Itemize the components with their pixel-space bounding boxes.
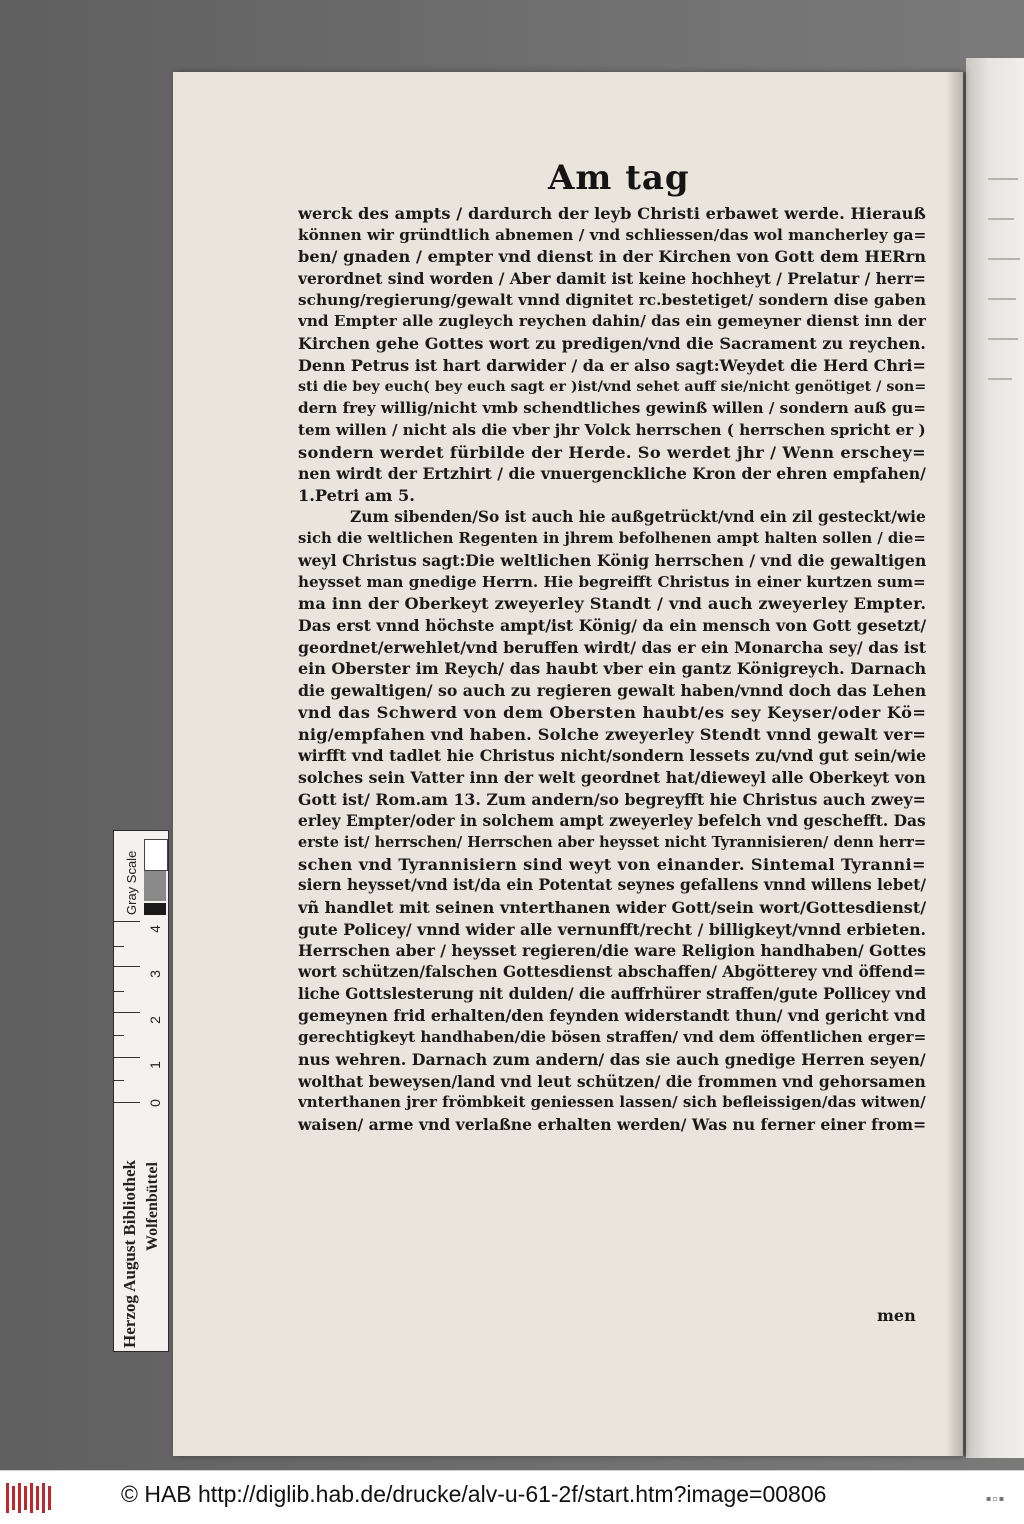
text-line: die gewaltigen/ so auch zu regieren gewalt haben/vnnd doch das Lehen xyxy=(298,681,926,701)
text-line: waisen/ arme vnd verlaßne erhalten werden/ Was nu ferner einer from= xyxy=(298,1114,926,1134)
ruler-tick xyxy=(114,1012,140,1013)
text-line: geordnet/erwehlet/vnd beruffen wirdt/ das er ein Monarcha sey/ das ist xyxy=(298,637,926,657)
text-line: wort schützen/falschen Gottesdienst abschaffen/ Abgötterey vnd öffend= xyxy=(298,963,926,982)
ruler-number: 3 xyxy=(146,970,163,978)
footer-copyright-link[interactable]: © HAB http://diglib.hab.de/drucke/alv-u-61-2f/start.htm?image=00806 xyxy=(121,1481,827,1507)
ruler-number: 1 xyxy=(146,1061,163,1069)
text-line: vnterthanen jrer frömbkeit geniessen lassen/ sich befleissigen/das witwen/ xyxy=(298,1093,926,1112)
text-line: liche Gottslesterung nit dulden/ die auffrhürer straffen/gute Pollicey vnd xyxy=(298,984,926,1003)
text-line: Zum sibenden/So ist auch hie außgetrückt/vnd ein zil gesteckt/wie xyxy=(350,507,926,526)
text-line: schung/regierung/gewalt vnnd dignitet rc.bestetiget/ sondern dise gaben xyxy=(298,290,926,309)
text-line: ma inn der Oberkeyt zweyerley Standt / vnd auch zweyerley Empter. xyxy=(298,594,926,614)
hab-logo-bar xyxy=(48,1486,51,1510)
gray-scale-label: Gray Scale xyxy=(124,850,139,915)
text-line: solches sein Vatter inn der welt geordnet hat/dieweyl alle Oberkeyt von xyxy=(298,767,926,787)
text-line: Kirchen gehe Gottes wort zu predigen/vnd die Sacrament zu reychen. xyxy=(298,334,926,354)
institution-name: Herzog August Bibliothek xyxy=(120,1160,139,1348)
hab-logo-bar xyxy=(18,1483,21,1513)
ruler-tick xyxy=(114,946,124,947)
ruler-tick xyxy=(114,991,124,992)
hab-logo-bar xyxy=(36,1486,39,1510)
facing-page-text-trace xyxy=(988,258,1020,260)
text-line: ben/ gnaden / empter vnd dienst in der Kirchen von Gott dem HERrn xyxy=(298,247,926,267)
text-line: können wir gründtlich abnemen / vnd schliessen/das wol mancherley ga= xyxy=(298,225,926,244)
text-line: gerechtigkeyt handhaben/die bösen straffen/ vnd dem öffentlichen erger= xyxy=(298,1028,926,1047)
ruler-tick xyxy=(114,1102,140,1103)
gray-patch-mid xyxy=(144,871,166,901)
footer-bar xyxy=(0,1470,1024,1524)
text-line: gemeynen frid erhalten/den feynden widerstandt thun/ vnd gericht vnd xyxy=(298,1006,926,1026)
hab-logo-bar xyxy=(24,1486,27,1510)
ruler-tick xyxy=(114,966,140,967)
text-line: vnd Empter alle zugleych reychen dahin/ das ein gemeyner dienst inn der xyxy=(298,312,926,331)
text-line: Das erst vnnd höchste ampt/ist König/ da ein mensch von Gott gesetzt/ xyxy=(298,616,926,636)
text-line: schen vnd Tyrannisiern sind weyt von einander. Sintemal Tyranni= xyxy=(298,854,926,874)
facing-page-text-trace xyxy=(988,378,1012,380)
facing-page-text-trace xyxy=(988,298,1016,300)
gray-patch-black xyxy=(144,903,166,915)
text-line: nus wehren. Darnach zum andern/ das sie auch gnedige Herren seyen/ xyxy=(298,1049,926,1069)
text-line: Gott ist/ Rom.am 13. Zum andern/so begreyfft hie Christus auch zwey= xyxy=(298,789,926,809)
text-line: erste ist/ herrschen/ Herrschen aber heysset nicht Tyrannisieren/ denn herr= xyxy=(298,833,926,851)
text-line: vñ handlet mit seinen vnterthanen wider Gott/sein wort/Gottesdienst/ xyxy=(298,898,926,917)
text-line: Denn Petrus ist hart darwider / da er also sagt:Weydet die Herd Chri= xyxy=(298,355,926,375)
text-line: wolthat beweysen/land vnd leut schützen/ die frommen vnd gehorsamen xyxy=(298,1071,926,1091)
text-line: ein Oberster im Reych/ das haubt vber ein gantz Königreych. Darnach xyxy=(298,659,926,679)
text-line: weyl Christus sagt:Die weltlichen König herrschen / vnd die gewaltigen xyxy=(298,551,926,570)
ruler-tick xyxy=(114,1035,124,1036)
text-line: sti die bey euch( bey euch sagt er )ist/vnd sehet auff sie/nicht genötiget / son= xyxy=(298,378,926,395)
gray-patch-white xyxy=(144,839,168,871)
running-head: Am tag xyxy=(548,158,690,198)
text-line: sich die weltlichen Regenten in jhrem befolhenen ampt halten sollen / die= xyxy=(298,530,926,548)
catchword: men xyxy=(877,1306,916,1325)
facing-page-text-trace xyxy=(988,338,1018,340)
hab-logo-icon xyxy=(6,1483,52,1513)
text-line: werck des ampts / dardurch der leyb Christi erbawet werde. Hierauß xyxy=(298,204,926,223)
text-line: nen wirdt der Ertzhirt / die vnuergenckliche Kron der ehren empfahen/ xyxy=(298,464,926,484)
ruler-tick xyxy=(114,1080,124,1081)
gray-scale-ruler xyxy=(113,830,169,1352)
gutter-shadow xyxy=(946,72,966,1456)
text-line: gute Policey/ vnnd wider alle vernunfft/recht / billigkeyt/vnnd erbieten. xyxy=(298,919,926,939)
hab-logo-bar xyxy=(30,1483,33,1513)
text-line: verordnet sind worden / Aber damit ist keine hochheyt / Prelatur / herr= xyxy=(298,269,926,289)
institution-city: Wolfenbüttel xyxy=(144,1162,161,1251)
hab-logo-bar xyxy=(42,1483,45,1513)
ruler-tick xyxy=(114,921,140,922)
ruler-tick xyxy=(114,1057,140,1058)
footer-dots-icon: ▪▫▪ xyxy=(986,1494,1006,1503)
hab-logo-bar xyxy=(6,1483,9,1513)
ruler-number: 4 xyxy=(146,925,163,933)
text-line: dern frey willig/nicht vmb schendtliches gewinß willen / sondern auß gu= xyxy=(298,399,926,418)
page-body-text xyxy=(298,203,926,1136)
text-line: Herrschen aber / heysset regieren/die ware Religion handhaben/ Gottes xyxy=(298,941,926,961)
text-line: 1.Petri am 5. xyxy=(298,485,415,505)
text-line: sondern werdet fürbilde der Herde. So werdet jhr / Wenn erschey= xyxy=(298,442,926,462)
text-line: siern heysset/vnd ist/da ein Potentat seynes gefallens vnnd willens lebet/ xyxy=(298,876,926,895)
text-line: heysset man gnedige Herrn. Hie begreifft Christus in einer kurtzen sum= xyxy=(298,572,926,591)
facing-page-text-trace xyxy=(988,218,1014,220)
ruler-number: 0 xyxy=(146,1099,163,1107)
text-line: erley Empter/oder in solchem ampt zweyerley befelch vnd geschefft. Das xyxy=(298,811,926,831)
text-line: nig/empfahen vnd haben. Solche zweyerley Stendt vnnd gewalt ver= xyxy=(298,724,926,744)
facing-page-text-trace xyxy=(988,178,1018,180)
text-line: vnd das Schwerd von dem Obersten haubt/es sey Keyser/oder Kö= xyxy=(298,702,926,722)
hab-logo-bar xyxy=(12,1486,15,1510)
facing-page-edge xyxy=(966,58,1024,1458)
text-line: wirfft vnd tadlet hie Christus nicht/sondern lessets zu/vnd gut sein/wie xyxy=(298,746,926,766)
text-line: tem willen / nicht als die vber jhr Volck herrschen ( herrschen spricht er ) xyxy=(298,420,926,439)
ruler-number: 2 xyxy=(146,1016,163,1024)
